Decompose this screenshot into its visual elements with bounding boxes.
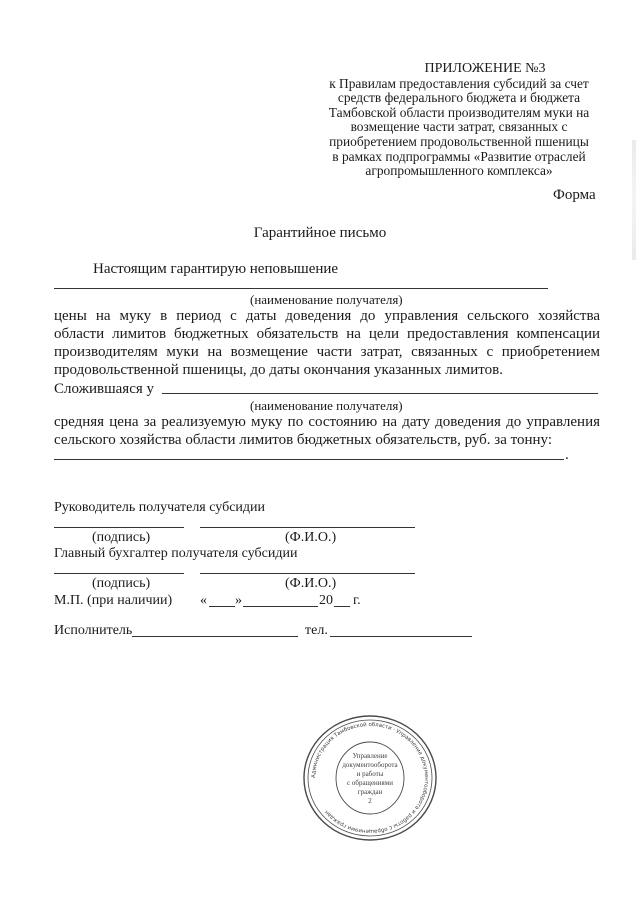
- executor-line: [132, 636, 298, 637]
- accountant-label: Главный бухгалтер получателя субсидии: [54, 546, 298, 561]
- document-title: Гарантийное письмо: [253, 225, 387, 241]
- fio-hint: (Ф.И.О.): [285, 576, 337, 591]
- appendix-header: [320, 62, 598, 179]
- date-year-suffix: г.: [353, 593, 361, 608]
- stamp-inner-line: Управление: [352, 752, 388, 760]
- appendix-line: в рамках подпрограммы «Развитие отраслей: [332, 148, 586, 164]
- executor-label: Исполнитель: [54, 623, 133, 638]
- date-year-line: [334, 606, 350, 607]
- accountant-fio-line: [200, 573, 415, 574]
- scan-artifact: [632, 140, 636, 260]
- date-month-line: [243, 606, 318, 607]
- appendix-line: возмещение части затрат, связанных с: [350, 119, 568, 135]
- date-year-prefix: 20: [319, 593, 333, 608]
- paragraph-line: продовольственной пшеницы, до даты окончания указанных лимитов.: [54, 362, 503, 378]
- stamp-inner-line: 2: [368, 797, 372, 805]
- appendix-line: приобретением продовольственной пшеницы: [329, 133, 589, 149]
- recipient-hint: (наименование получателя): [250, 398, 403, 413]
- appendix-line: к Правилам предоставления субсидий за счет: [329, 75, 589, 91]
- head-label: Руководитель получателя субсидии: [54, 500, 266, 515]
- head-signature-line: [54, 527, 184, 528]
- paragraph-2: [54, 413, 600, 449]
- stamp-inner-line: документооборота: [342, 761, 398, 769]
- intro-text: Настоящим гарантирую неповышение: [93, 261, 339, 277]
- price-end-mark: .: [565, 447, 569, 463]
- paragraph-line: сельского хозяйства области лимитов бюджетных обязательств, руб. за тонну:: [54, 432, 553, 448]
- date-day-line: [209, 606, 235, 607]
- paragraph-line: цены на муку в период с даты доведения до управления сельского хозяйства: [54, 308, 600, 324]
- stamp-inner-line: и работы: [356, 770, 384, 778]
- formed-at-line: [162, 393, 598, 394]
- date-open-quote: «: [200, 593, 207, 608]
- appendix-line: агропромышленного комплекса»: [365, 163, 553, 179]
- head-fio-line: [200, 527, 415, 528]
- appendix-line: средств федерального бюджета и бюджета: [337, 90, 581, 106]
- signature-hint: (подпись): [92, 576, 151, 591]
- stamp-inner-line: граждан: [357, 788, 383, 796]
- form-label: Форма: [553, 187, 596, 203]
- recipient-name-line: [54, 288, 548, 289]
- recipient-hint: (наименование получателя): [250, 292, 403, 307]
- paragraph-line: производителям муки на возмещение части затрат, связанных с приобретением: [54, 344, 600, 360]
- appendix-title: ПРИЛОЖЕНИЕ №3: [424, 61, 546, 76]
- appendix-line: Тамбовской области производителям муки на: [328, 104, 590, 120]
- stamp-seal: [300, 712, 440, 844]
- formed-at-label: Сложившаяся у: [54, 381, 155, 397]
- stamp-ring-text: Администрация Тамбовской области · Управление документооборота и работы с обращениями граждан: [310, 721, 430, 835]
- phone-line: [330, 636, 472, 637]
- phone-label: тел.: [305, 623, 328, 638]
- accountant-signature-line: [54, 573, 184, 574]
- price-line: [54, 459, 564, 460]
- date-close-quote: »: [235, 593, 242, 608]
- seal-label: М.П. (при наличии): [54, 593, 173, 608]
- paragraph-line: средняя цена за реализуемую муку по состоянию на дату доведения до управления: [54, 414, 600, 430]
- paragraph-1: [54, 307, 600, 379]
- paragraph-line: области лимитов бюджетных обязательств на цели предоставления компенсации: [54, 326, 600, 342]
- signature-hint: (подпись): [92, 530, 151, 545]
- fio-hint: (Ф.И.О.): [285, 530, 337, 545]
- stamp-inner-line: с обращениями: [347, 779, 393, 787]
